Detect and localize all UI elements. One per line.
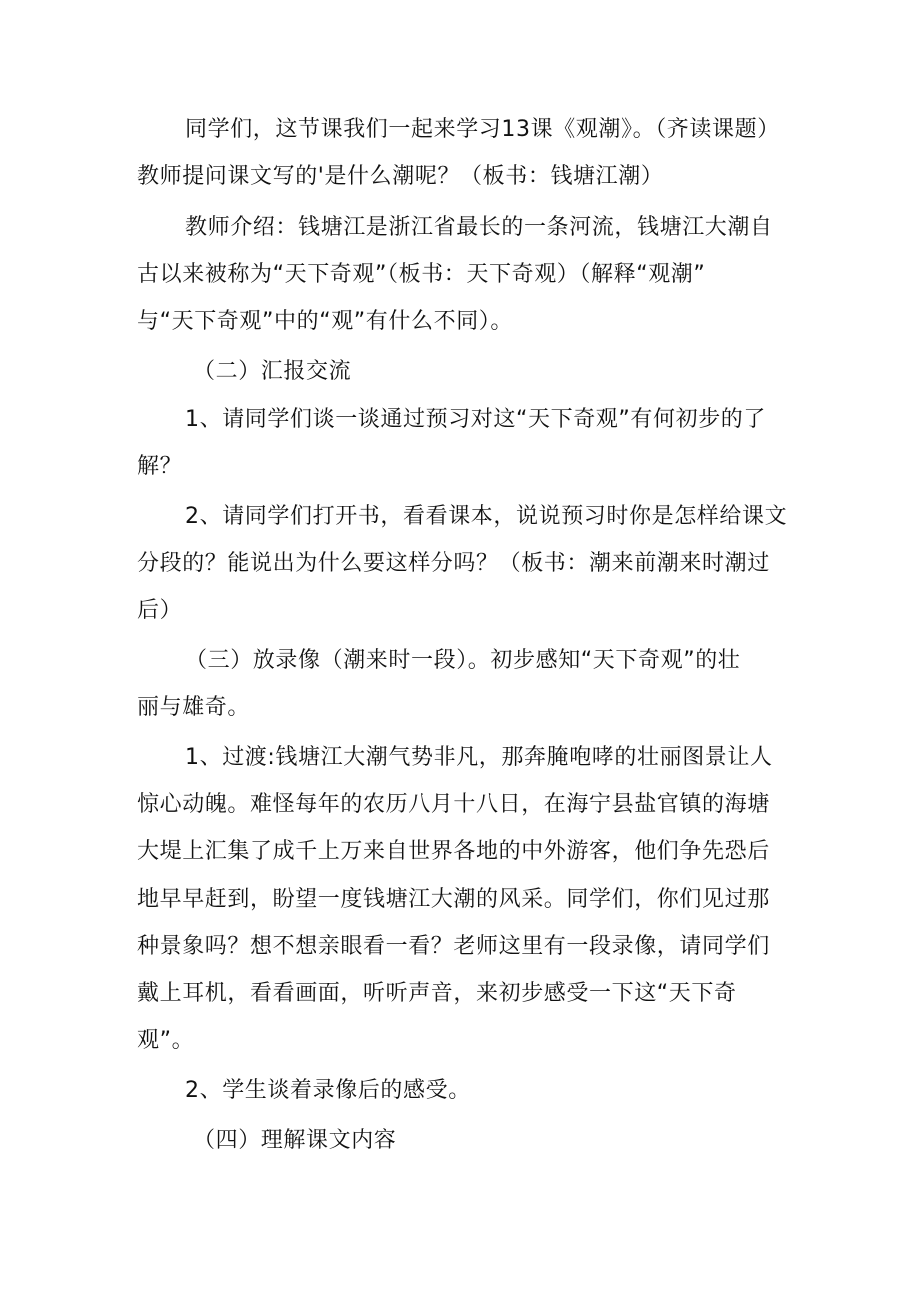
text-line: 惊心动魄。难怪每年的农历八月十八日，在海宁县盐官镇的海塘 — [137, 792, 770, 817]
text-line: 与“天下奇观”中的“观”有什么不同）。 — [137, 309, 513, 334]
text-line: 教师介绍：钱塘江是浙江省最长的一条河流，钱塘江大潮自 — [185, 215, 773, 240]
text-line: 解？ — [137, 454, 183, 479]
text-line: 种景象吗？想不想亲眼看一看？老师这里有一段录像，请同学们 — [137, 934, 770, 959]
text-line: 同学们，这节课我们一起来学习13课《观潮》。（齐读课题） — [185, 117, 780, 142]
text-line: 分段的？能说出为什么要这样分吗？（板书：潮来前潮来时潮过 — [137, 551, 770, 576]
text-line: 戴上耳机，看看画面，听听声音，来初步感受一下这“天下奇 — [137, 981, 737, 1006]
text-line: 1、过渡:钱塘江大潮气势非凡，那奔腌咆哮的壮丽图景让人 — [185, 745, 773, 770]
text-line: 教师提问课文写的'是什么潮呢？（板书：钱塘江潮） — [137, 164, 664, 189]
section-heading: （四）理解课文内容 — [193, 1128, 397, 1153]
text-line: 后） — [137, 598, 183, 623]
text-line: 2、学生谈着录像后的感受。 — [185, 1078, 471, 1103]
text-line: 丽与雄奇。 — [137, 695, 251, 720]
section-heading: （三）放录像（潮来时一段）。初步感知“天下奇观”的壮 — [185, 648, 741, 673]
section-heading: （二）汇报交流 — [193, 359, 352, 384]
text-line: 1、请同学们谈一谈通过预习对这“天下奇观”有何初步的了 — [185, 407, 766, 432]
text-line: 古以来被称为“天下奇观”（板书：天下奇观）（解释“观潮” — [137, 262, 706, 287]
text-line: 观”。 — [137, 1028, 195, 1053]
text-line: 地早早赶到，盼望一度钱塘江大潮的风采。同学们，你们见过那 — [137, 887, 770, 912]
text-line: 大堤上汇集了成千上万来自世界各地的中外游客，他们争先恐后 — [137, 839, 770, 864]
text-line: 2、请同学们打开书，看看课本，说说预习时你是怎样给课文 — [185, 504, 788, 529]
